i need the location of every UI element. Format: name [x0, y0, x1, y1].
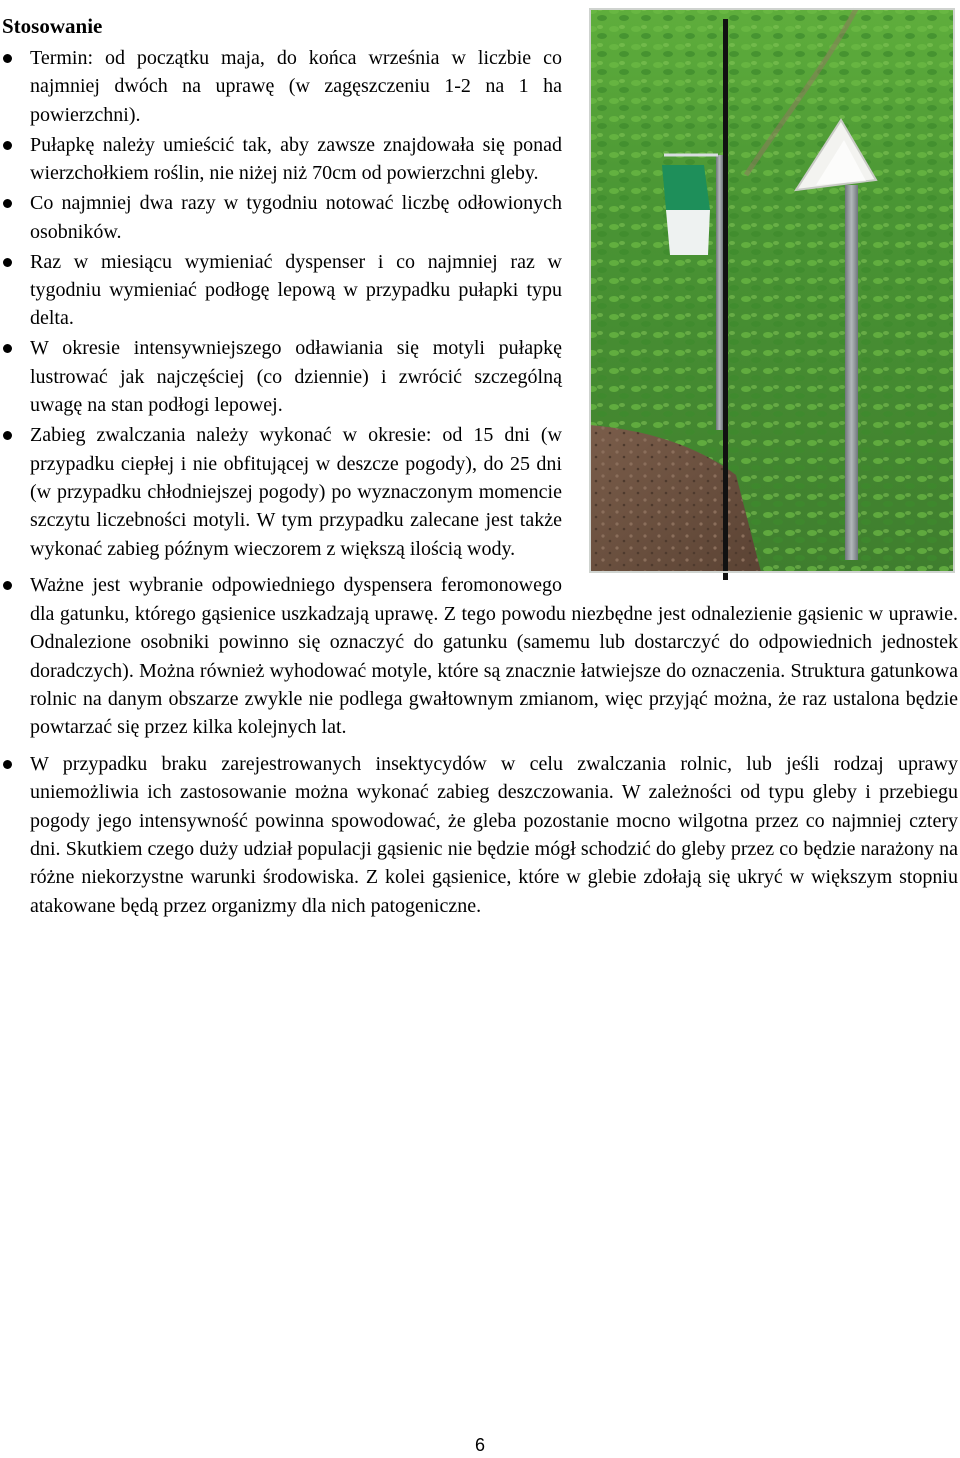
list-item: Raz w miesiącu wymieniać dyspenser i co najmniej raz w tygodniu wymieniać podłogę lepową w przypadku pułapki typu delta.: [0, 248, 958, 333]
list-item: W okresie intensywniejszego odławiania się motyli pułapkę lustrować jak najczęściej (co dziennie) i zwrócić szczególną uwagę na stan podłogi lepowej.: [0, 334, 958, 419]
section-heading: Stosowanie: [2, 14, 103, 38]
list-item: Pułapkę należy umieścić tak, aby zawsze znajdowała się ponad wierzchołkiem roślin, nie niżej niż 70cm od powierzchni gleby.: [0, 131, 958, 188]
list-item: Zabieg zwalczania należy wykonać w okresie: od 15 dni (w przypadku ciepłej i nie obfitującej w deszcze pogody), do 25 dni (w przypadku chłodniejszej pogody) po wyznaczonym momencie szczytu liczebności motyli. W tym przypadku zalecane jest także wykonać zabieg późnym wieczorem z większą ilością wody.: [0, 421, 958, 563]
content-body: [0, 44, 958, 922]
list-item: Ważne jest wybranie odpowiedniego dyspensera feromonowego dla gatunku, którego gąsienice uszkadzają uprawę. Z tego powodu niezbędne jest odnalezienie gąsienic w uprawie. Odnalezione osobniki powinno się oznaczyć do gatunku (samemu lub dostarczyć do odpowiednich jednostek doradczych). Można również wyhodować motyle, które są znacznie łatwiejsze do oznaczenia. Struktura gatunkowa rolnic na danym obszarze zwykle nie podlega gwałtownym zmianom, więc przyjąć można, że raz ustalona będzie powtarzać się przez kilka kolejnych lat.: [0, 571, 958, 741]
list-item: W przypadku braku zarejestrowanych insektycydów w celu zwalczania rolnic, lub jeśli rodzaj uprawy uniemożliwia ich zastosowanie można wykonać zabieg deszczowania. W zależności od typu gleby i przebiegu pogody jego intensywność powinna spowodować, że gleba pozostanie mocno wilgotna przez co najmniej cztery dni. Skutkiem czego duży udział populacji gąsienic nie będzie mógł schodzić do gleby przez co będzie narażony na różne niekorzystne warunki środowiska. Z kolei gąsienice, które w glebie zdołają się ukryć w większym stopniu atakowane będą przez organizmy dla nich patogeniczne.: [0, 750, 958, 920]
page-number: 6: [474, 1435, 485, 1455]
list-item: Termin: od początku maja, do końca września w liczbie co najmniej dwóch na uprawę (w zagęszczeniu 1-2 na 1 ha powierzchni).: [0, 44, 958, 129]
list-item: Co najmniej dwa razy w tygodniu notować liczbę odłowionych osobników.: [0, 189, 958, 246]
bullet-list: [0, 44, 958, 920]
